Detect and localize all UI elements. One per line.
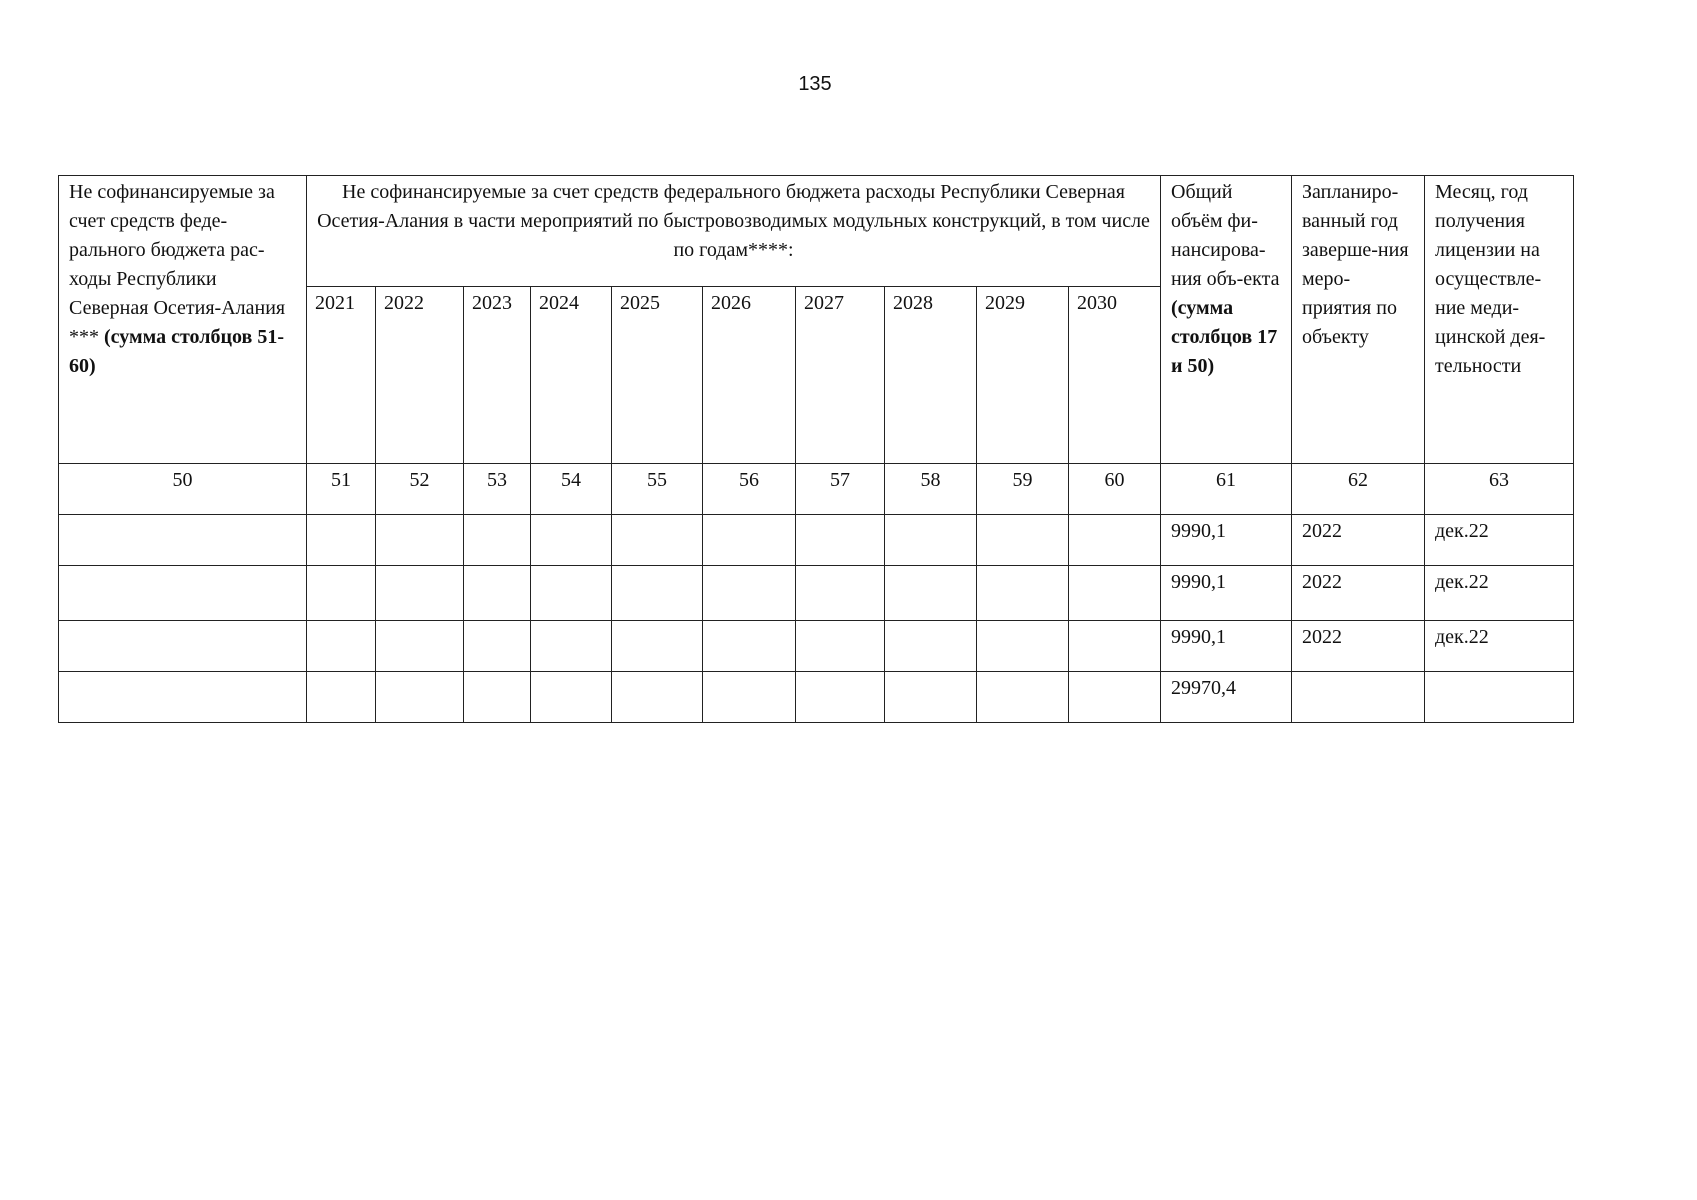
empty-cell [59, 621, 307, 672]
column-number: 53 [464, 464, 531, 515]
empty-cell [796, 566, 885, 621]
empty-cell [376, 515, 464, 566]
empty-cell [796, 621, 885, 672]
year-header: 2029 [977, 287, 1069, 464]
year-header: 2022 [376, 287, 464, 464]
empty-cell [1069, 515, 1161, 566]
empty-cell [464, 672, 531, 723]
col63-header: Месяц, год получения лицензии на осуществле-ние меди-цинской дея-тельности [1425, 176, 1574, 464]
completion-year-cell: 2022 [1292, 621, 1425, 672]
empty-cell [307, 515, 376, 566]
empty-cell [612, 672, 703, 723]
header-row-top [59, 176, 1574, 287]
empty-cell [376, 621, 464, 672]
empty-cell [59, 672, 307, 723]
empty-cell [703, 621, 796, 672]
column-number: 61 [1161, 464, 1292, 515]
col62-header: Запланиро-ванный год заверше-ния меро-приятия по объекту [1292, 176, 1425, 464]
column-number: 63 [1425, 464, 1574, 515]
col50-header [59, 176, 307, 464]
empty-cell [464, 515, 531, 566]
empty-cell [977, 621, 1069, 672]
group-header: Не софинансируемые за счет средств федерального бюджета расходы Республики Северная Осетия-Алания в части мероприятий по быстровозводимых модульных конструкций, в том числе по годам****: [307, 176, 1161, 287]
year-header: 2023 [464, 287, 531, 464]
completion-year-cell [1292, 672, 1425, 723]
empty-cell [531, 621, 612, 672]
empty-cell [885, 621, 977, 672]
table-row [59, 566, 1574, 621]
total-financing-cell: 9990,1 [1161, 515, 1292, 566]
empty-cell [307, 672, 376, 723]
year-header: 2021 [307, 287, 376, 464]
completion-year-cell: 2022 [1292, 566, 1425, 621]
year-header: 2024 [531, 287, 612, 464]
empty-cell [531, 515, 612, 566]
empty-cell [796, 672, 885, 723]
empty-cell [376, 566, 464, 621]
column-number: 62 [1292, 464, 1425, 515]
license-date-cell: дек.22 [1425, 621, 1574, 672]
col61-header-text: Общий объём фи-нансирова-ния объ-екта [1171, 181, 1280, 290]
col50-header-bold: (сумма столбцов 51-60) [69, 326, 284, 377]
year-header: 2026 [703, 287, 796, 464]
column-number: 59 [977, 464, 1069, 515]
empty-cell [59, 566, 307, 621]
empty-cell [885, 672, 977, 723]
empty-cell [1069, 672, 1161, 723]
empty-cell [612, 621, 703, 672]
col61-header-bold: (сумма столбцов 17 и 50) [1171, 297, 1278, 377]
empty-cell [977, 672, 1069, 723]
column-number: 50 [59, 464, 307, 515]
license-date-cell [1425, 672, 1574, 723]
completion-year-cell: 2022 [1292, 515, 1425, 566]
table-row [59, 515, 1574, 566]
column-number: 60 [1069, 464, 1161, 515]
empty-cell [464, 566, 531, 621]
col50-header-text: Не софинансируемые за счет средств феде-рального бюджета рас-ходы Республики Северная Осетия-Алания *** [69, 181, 286, 348]
total-financing-cell: 29970,4 [1161, 672, 1292, 723]
year-header: 2030 [1069, 287, 1161, 464]
column-number-row [59, 464, 1574, 515]
column-number: 51 [307, 464, 376, 515]
empty-cell [703, 566, 796, 621]
license-date-cell: дек.22 [1425, 566, 1574, 621]
column-number: 57 [796, 464, 885, 515]
col61-header [1161, 176, 1292, 464]
budget-table [58, 175, 1574, 723]
total-financing-cell: 9990,1 [1161, 621, 1292, 672]
empty-cell [531, 566, 612, 621]
empty-cell [796, 515, 885, 566]
empty-cell [531, 672, 612, 723]
empty-cell [307, 621, 376, 672]
empty-cell [885, 515, 977, 566]
empty-cell [1069, 621, 1161, 672]
license-date-cell: дек.22 [1425, 515, 1574, 566]
empty-cell [977, 515, 1069, 566]
empty-cell [612, 566, 703, 621]
empty-cell [703, 672, 796, 723]
empty-cell [977, 566, 1069, 621]
year-header: 2027 [796, 287, 885, 464]
table-row [59, 621, 1574, 672]
empty-cell [885, 566, 977, 621]
total-financing-cell: 9990,1 [1161, 566, 1292, 621]
empty-cell [703, 515, 796, 566]
empty-cell [464, 621, 531, 672]
table-row [59, 672, 1574, 723]
column-number: 54 [531, 464, 612, 515]
empty-cell [612, 515, 703, 566]
column-number: 56 [703, 464, 796, 515]
year-header: 2025 [612, 287, 703, 464]
empty-cell [59, 515, 307, 566]
empty-cell [1069, 566, 1161, 621]
empty-cell [376, 672, 464, 723]
column-number: 52 [376, 464, 464, 515]
empty-cell [307, 566, 376, 621]
year-header: 2028 [885, 287, 977, 464]
column-number: 58 [885, 464, 977, 515]
page-number: 135 [798, 73, 832, 95]
column-number: 55 [612, 464, 703, 515]
